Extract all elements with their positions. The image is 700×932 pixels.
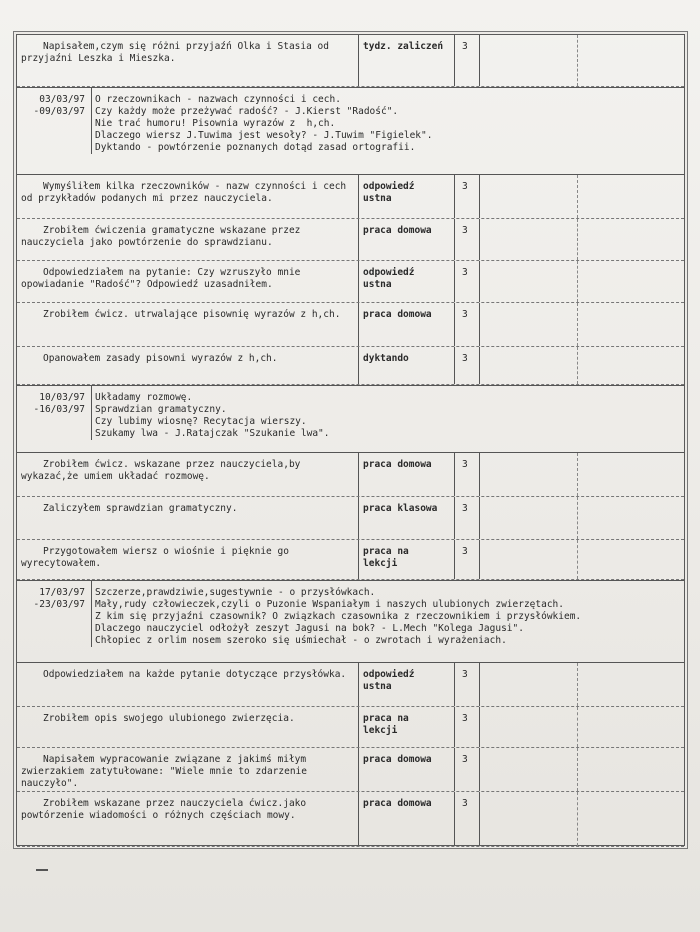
date-text: -16/03/97 — [33, 404, 85, 415]
column-divider — [358, 497, 359, 539]
date-text: 03/03/97 — [39, 94, 85, 105]
assessment-form: praca domowa — [363, 309, 432, 320]
column-divider — [454, 453, 455, 496]
task-description: Zaliczyłem sprawdzian gramatyczny. — [43, 503, 238, 514]
task-row — [17, 261, 684, 303]
assessment-form: odpowiedź ustna — [363, 669, 415, 692]
column-divider — [479, 175, 480, 218]
grade-value: 3 — [462, 309, 468, 320]
assessment-form: dyktando — [363, 353, 409, 364]
grade-value: 3 — [462, 503, 468, 514]
column-divider — [479, 707, 480, 747]
column-divider — [358, 453, 359, 496]
column-divider — [577, 540, 578, 579]
column-divider — [479, 347, 480, 384]
column-divider — [479, 303, 480, 346]
lesson-topics — [91, 88, 678, 154]
column-divider — [358, 35, 359, 86]
column-divider — [454, 35, 455, 86]
assessment-form: praca domowa — [363, 798, 432, 809]
assessment-form: praca domowa — [363, 459, 432, 470]
task-description: Odpowiedziałem na pytanie: Czy wzruszyło mnie opowiadanie "Radość"? Odpowiedź uzasadniłem. — [21, 267, 301, 290]
task-description: Zrobiłem ćwicz. wskazane przez nauczyciela,by wykazać,że umiem układać rozmowę. — [21, 459, 301, 482]
grade-value: 3 — [462, 713, 468, 724]
column-divider — [479, 748, 480, 791]
column-divider — [479, 540, 480, 579]
date-range — [23, 581, 85, 611]
topic-line: Z kim się przyjaźni czasownik? O związkach czasownika z rzeczownikiem i przysłówkiem. — [95, 611, 582, 622]
column-divider — [577, 497, 578, 539]
task-row — [17, 219, 684, 261]
date-range — [23, 386, 85, 416]
topic-line: Dyktando - powtórzenie poznanych dotąd zasad ortografii. — [95, 142, 416, 153]
column-divider — [358, 792, 359, 846]
topic-line: O rzeczownikach - nazwach czynności i cech. — [95, 94, 341, 105]
task-row — [17, 748, 684, 792]
column-divider — [358, 219, 359, 260]
column-divider — [358, 663, 359, 706]
column-divider — [454, 497, 455, 539]
task-row — [17, 540, 684, 580]
column-divider — [358, 707, 359, 747]
column-divider — [479, 35, 480, 86]
topic-line: Chłopiec z orlim nosem szeroko się uśmiechał - o zwrotach i wyrażeniach. — [95, 635, 507, 646]
column-divider — [454, 219, 455, 260]
grade-value: 3 — [462, 546, 468, 557]
grade-value: 3 — [462, 798, 468, 809]
column-divider — [479, 261, 480, 302]
column-divider — [358, 261, 359, 302]
task-row — [17, 347, 684, 385]
assessment-form: odpowiedź ustna — [363, 181, 415, 204]
date-text: -23/03/97 — [33, 599, 85, 610]
topic-line: Mały,rudy człowieczek,czyli o Puzonie Wspaniałym i naszych ulubionych zwierzętach. — [95, 599, 564, 610]
column-divider — [358, 303, 359, 346]
grade-value: 3 — [462, 181, 468, 192]
column-divider — [577, 707, 578, 747]
column-divider — [479, 663, 480, 706]
task-row — [17, 792, 684, 847]
assessment-form: odpowiedź ustna — [363, 267, 415, 290]
topic-line: Szczerze,prawdziwie,sugestywnie - o przysłówkach. — [95, 587, 376, 598]
topic-line: Szukamy lwa - J.Ratajczak "Szukanie lwa". — [95, 428, 330, 439]
pen-mark — [36, 869, 48, 871]
assessment-form: praca domowa — [363, 754, 432, 765]
grade-value: 3 — [462, 754, 468, 765]
date-text: -09/03/97 — [33, 106, 85, 117]
topic-line: Czy każdy może przeżywać radość? - J.Kierst "Radość". — [95, 106, 399, 117]
column-divider — [454, 175, 455, 218]
grade-value: 3 — [462, 353, 468, 364]
lesson-topics — [91, 386, 678, 440]
task-description: Zrobiłem ćwicz. utrwalające pisownię wyrazów z h,ch. — [43, 309, 341, 320]
weekly-topic-row — [17, 580, 684, 663]
task-description: Opanowałem zasady pisowni wyrazów z h,ch. — [43, 353, 278, 364]
grade-value: 3 — [462, 459, 468, 470]
column-divider — [479, 219, 480, 260]
assessment-form: praca klasowa — [363, 503, 438, 514]
lesson-topics — [91, 581, 678, 647]
task-row — [17, 303, 684, 347]
column-divider — [479, 792, 480, 846]
topic-line: Układamy rozmowę. — [95, 392, 193, 403]
column-divider — [577, 219, 578, 260]
column-divider — [577, 347, 578, 384]
column-divider — [358, 347, 359, 384]
column-divider — [454, 792, 455, 846]
task-description: Napisałem,czym się różni przyjaźń Olka i Stasia od przyjaźni Leszka i Mieszka. — [21, 41, 329, 64]
weekly-topic-row — [17, 385, 684, 453]
task-row — [17, 175, 684, 219]
date-text: 10/03/97 — [39, 392, 85, 403]
column-divider — [577, 792, 578, 846]
column-divider — [358, 540, 359, 579]
column-divider — [577, 35, 578, 86]
task-row — [17, 35, 684, 87]
grade-value: 3 — [462, 41, 468, 52]
topic-line: Czy lubimy wiosnę? Recytacja wierszy. — [95, 416, 307, 427]
task-description: Przygotowałem wiersz o wiośnie i pięknie go wyrecytowałem. — [21, 546, 289, 569]
column-divider — [454, 663, 455, 706]
task-description: Odpowiedziałem na każde pytanie dotyczące przysłówka. — [43, 669, 347, 680]
column-divider — [454, 347, 455, 384]
column-divider — [454, 303, 455, 346]
task-row — [17, 497, 684, 540]
column-divider — [358, 175, 359, 218]
task-row — [17, 453, 684, 497]
date-range — [23, 88, 85, 118]
grade-record-table — [16, 34, 685, 846]
column-divider — [358, 748, 359, 791]
column-divider — [454, 261, 455, 302]
topic-line: Dlaczego wiersz J.Tuwima jest wesoły? - J.Tuwim "Figielek". — [95, 130, 433, 141]
assessment-form: tydz. zaliczeń — [363, 41, 444, 52]
grade-value: 3 — [462, 225, 468, 236]
assessment-form: praca na lekcji — [363, 713, 409, 736]
assessment-form: praca na lekcji — [363, 546, 409, 569]
task-description: Wymyśliłem kilka rzeczowników - nazw czynności i cech od przykładów podanych mi przez nauczyciela. — [21, 181, 347, 204]
column-divider — [577, 303, 578, 346]
task-description: Zrobiłem ćwiczenia gramatyczne wskazane przez nauczyciela jako powtórzenie do sprawdzianu. — [21, 225, 301, 248]
column-divider — [577, 663, 578, 706]
weekly-topic-row — [17, 87, 684, 175]
topic-line: Nie trać humoru! Pisownia wyrazów z h,ch. — [95, 118, 336, 129]
task-row — [17, 663, 684, 707]
column-divider — [454, 540, 455, 579]
task-description: Zrobiłem opis swojego ulubionego zwierzęcia. — [43, 713, 295, 724]
column-divider — [479, 497, 480, 539]
task-description: Zrobiłem wskazane przez nauczyciela ćwicz.jako powtórzenie wiadomości o różnych częściach mowy. — [21, 798, 307, 821]
column-divider — [577, 453, 578, 496]
topic-line: Sprawdzian gramatyczny. — [95, 404, 227, 415]
grade-value: 3 — [462, 669, 468, 680]
assessment-form: praca domowa — [363, 225, 432, 236]
task-description: Napisałem wypracowanie związane z jakimś miłym zwierzakiem zatytułowane: "Wiele mnie to zdarzenie nauczyło". — [21, 754, 307, 789]
date-text: 17/03/97 — [39, 587, 85, 598]
column-divider — [479, 453, 480, 496]
column-divider — [577, 748, 578, 791]
column-divider — [454, 748, 455, 791]
column-divider — [577, 261, 578, 302]
column-divider — [454, 707, 455, 747]
column-divider — [577, 175, 578, 218]
grade-value: 3 — [462, 267, 468, 278]
topic-line: Dlaczego nauczyciel odłożył zeszyt Jagusi na bok? - L.Mech "Kolega Jagusi". — [95, 623, 524, 634]
task-row — [17, 707, 684, 748]
